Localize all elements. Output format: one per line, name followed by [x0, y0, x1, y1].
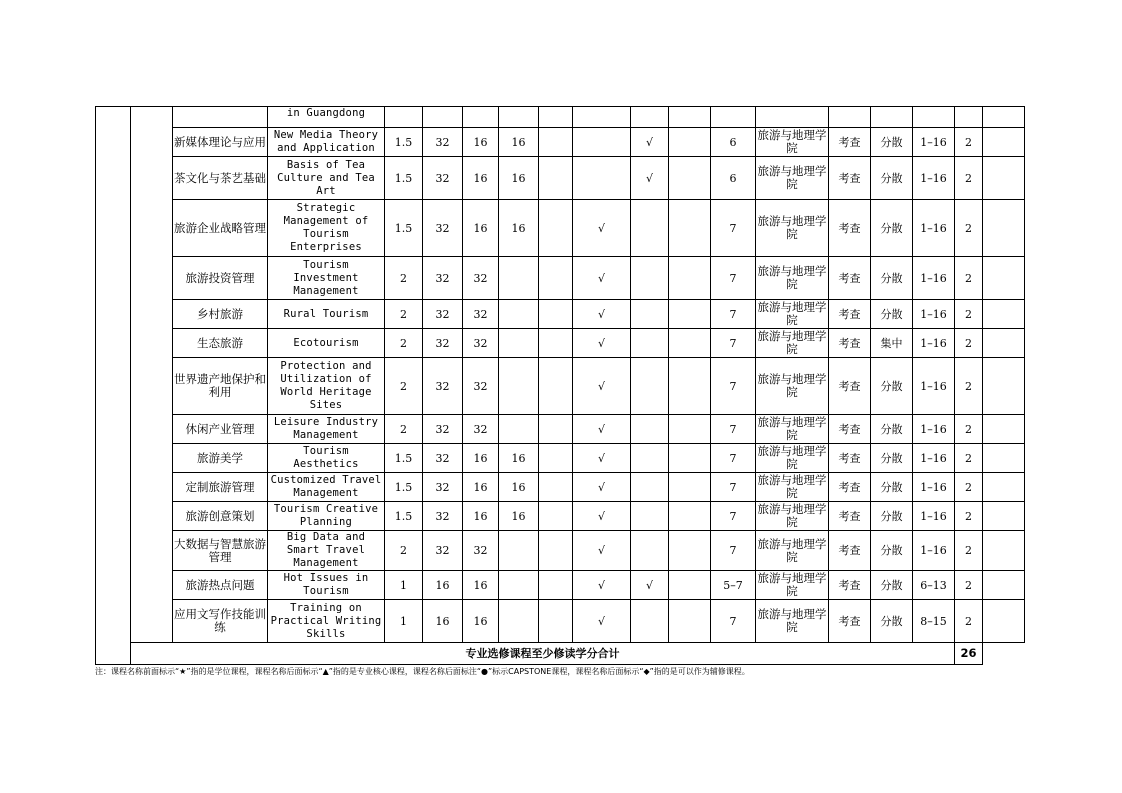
cell-m2: [631, 257, 669, 300]
cell-assess: 考查: [829, 329, 871, 358]
cell-mode: 分散: [871, 128, 913, 157]
category-cell: [131, 107, 173, 643]
cell-en: Protection and Utilization of World Heritage Sites: [268, 358, 385, 415]
cell-cn: 乡村旅游: [173, 300, 268, 329]
cell-cn: 定制旅游管理: [173, 473, 268, 502]
empty-cell: [539, 415, 573, 444]
cell-practice: 16: [499, 444, 539, 473]
cell-college: 旅游与地理学院: [757, 502, 827, 529]
cell-m2: [631, 502, 669, 531]
cell-assess: 考查: [829, 257, 871, 300]
cell-practice: 16: [499, 128, 539, 157]
empty-cell: [539, 600, 573, 643]
cell-lecture: [463, 107, 499, 128]
cell-hours: 32: [423, 128, 463, 157]
cell-m2: √: [631, 128, 669, 157]
cell-college: 旅游与地理学院: [757, 444, 827, 471]
cell-credit: 1: [385, 600, 423, 643]
empty-cell: [669, 300, 711, 329]
cell-credit: 2: [385, 358, 423, 415]
cell-m1: √: [573, 600, 631, 643]
empty-cell: [669, 358, 711, 415]
cell-mode: 分散: [871, 358, 913, 415]
cell-mode: 分散: [871, 157, 913, 200]
cell-credit: 1: [385, 571, 423, 600]
table-row: [96, 300, 1025, 329]
right-edge-cell: [983, 502, 1025, 531]
cell-lecture: 32: [463, 358, 499, 415]
right-edge-cell: [983, 107, 1025, 128]
cell-lecture: 16: [463, 571, 499, 600]
cell-cn: 茶文化与茶艺基础: [173, 157, 268, 200]
cell-m2: [631, 107, 669, 128]
cell-hours: [423, 107, 463, 128]
cell-en: Customized Travel Management: [268, 473, 385, 502]
table-row: [96, 415, 1025, 444]
cell-credit: 1.5: [385, 502, 423, 531]
cell-mode: 集中: [871, 329, 913, 358]
empty-cell: [539, 300, 573, 329]
empty-cell: [539, 502, 573, 531]
cell-college: 旅游与地理学院: [756, 257, 829, 300]
cell-weeks: 8–15: [913, 600, 955, 643]
cell-college: 旅游与地理学院: [756, 600, 829, 643]
table-row: [96, 531, 1025, 571]
cell-credit: 1.5: [385, 444, 423, 473]
cell-assess: 考查: [829, 358, 871, 415]
cell-m2: [631, 600, 669, 643]
cell-m2: [631, 329, 669, 358]
cell-cn: 旅游热点问题: [173, 571, 268, 600]
cell-cn: 应用文写作技能训练: [173, 600, 268, 643]
cell-en: Tourism Investment Management: [268, 257, 385, 300]
cell-semester: 7: [711, 531, 756, 571]
cell-lecture: 16: [463, 200, 499, 257]
cell-wph: 2: [955, 502, 983, 531]
cell-m1: [573, 107, 631, 128]
cell-mode: 分散: [871, 502, 913, 531]
table-row: [96, 502, 1025, 531]
cell-wph: 2: [955, 257, 983, 300]
cell-lecture: 32: [463, 531, 499, 571]
cell-wph: 2: [955, 415, 983, 444]
empty-cell: [539, 200, 573, 257]
course-table: [95, 106, 1025, 665]
cell-weeks: 1–16: [913, 200, 955, 257]
cell-college: 旅游与地理学院: [756, 157, 829, 200]
cell-credit: 1.5: [385, 157, 423, 200]
footnote: 注：课程名称前面标示“★”指的是学位课程，课程名称后面标示“▲”指的是专业核心课程，课程名称后面标注“●”标示CAPSTONE课程，课程名称后面标示“◆”指的是可以作为辅修课程。: [95, 667, 750, 676]
cell-wph: 2: [955, 329, 983, 358]
cell-en: Rural Tourism: [268, 300, 385, 329]
table-row: [96, 600, 1025, 643]
cell-hours: 32: [423, 329, 463, 358]
right-edge-cell: [983, 571, 1025, 600]
empty-cell: [539, 257, 573, 300]
left-group-cell: [96, 107, 131, 665]
cell-assess: 考查: [829, 444, 871, 473]
cell-weeks: 1–16: [913, 128, 955, 157]
cell-en: Tourism Creative Planning: [268, 502, 385, 531]
cell-en: Leisure Industry Management: [268, 415, 385, 444]
empty-cell: [539, 358, 573, 415]
cell-m2: [631, 531, 669, 571]
cell-semester: 5–7: [711, 571, 756, 600]
cell-mode: 分散: [871, 415, 913, 444]
cell-assess: 考查: [829, 571, 871, 600]
cell-m2: [631, 300, 669, 329]
cell-practice: [499, 107, 539, 128]
cell-wph: 2: [955, 358, 983, 415]
cell-m1: √: [573, 531, 631, 571]
cell-mode: 分散: [871, 257, 913, 300]
cell-semester: 7: [711, 257, 756, 300]
cell-college: 旅游与地理学院: [756, 531, 829, 571]
cell-college: 旅游与地理学院: [757, 415, 827, 442]
cell-m1: √: [573, 444, 631, 473]
cell-college: 旅游与地理学院: [757, 329, 827, 356]
right-edge-cell: [983, 473, 1025, 502]
cell-practice: [499, 300, 539, 329]
cell-wph: 2: [955, 531, 983, 571]
course-table-body: [96, 107, 1025, 665]
cell-lecture: 16: [463, 444, 499, 473]
cell-practice: [499, 571, 539, 600]
cell-en: Basis of Tea Culture and Tea Art: [268, 157, 385, 200]
cell-cn: 旅游创意策划: [173, 502, 268, 531]
cell-credit: 1.5: [385, 200, 423, 257]
cell-weeks: [913, 107, 955, 128]
cell-m1: √: [573, 571, 631, 600]
cell-assess: [829, 107, 871, 128]
cell-wph: 2: [955, 300, 983, 329]
cell-lecture: 16: [463, 128, 499, 157]
cell-practice: [499, 257, 539, 300]
cell-wph: 2: [955, 600, 983, 643]
cell-weeks: 1–16: [913, 358, 955, 415]
table-row: [96, 358, 1025, 415]
table-row: [96, 473, 1025, 502]
cell-semester: [711, 107, 756, 128]
cell-semester: 6: [711, 128, 756, 157]
empty-cell: [669, 502, 711, 531]
cell-mode: 分散: [871, 600, 913, 643]
cell-credit: 2: [385, 415, 423, 444]
right-edge-cell: [983, 300, 1025, 329]
cell-m1: √: [573, 473, 631, 502]
cell-m2: [631, 473, 669, 502]
cell-cn: 旅游美学: [173, 444, 268, 473]
cell-assess: 考查: [829, 128, 871, 157]
cell-weeks: 1–16: [913, 473, 955, 502]
table-row: [96, 444, 1025, 473]
cell-weeks: 1–16: [913, 444, 955, 473]
cell-practice: 16: [499, 473, 539, 502]
cell-semester: 7: [711, 300, 756, 329]
cell-lecture: 32: [463, 257, 499, 300]
cell-credit: 2: [385, 300, 423, 329]
cell-hours: 32: [423, 531, 463, 571]
cell-practice: [499, 358, 539, 415]
cell-assess: 考查: [829, 300, 871, 329]
empty-cell: [669, 473, 711, 502]
empty-cell: [539, 531, 573, 571]
right-edge-cell: [983, 128, 1025, 157]
cell-m1: [573, 128, 631, 157]
cell-hours: 16: [423, 571, 463, 600]
cell-m1: √: [573, 415, 631, 444]
cell-practice: 16: [499, 502, 539, 531]
empty-cell: [539, 444, 573, 473]
cell-weeks: 1–16: [913, 257, 955, 300]
cell-hours: 32: [423, 502, 463, 531]
cell-en: Training on Practical Writing Skills: [268, 600, 385, 643]
table-row: [96, 157, 1025, 200]
cell-semester: 7: [711, 444, 756, 473]
cell-weeks: 1–16: [913, 329, 955, 358]
cell-lecture: 16: [463, 473, 499, 502]
cell-college: 旅游与地理学院: [757, 571, 827, 598]
cell-hours: 32: [423, 200, 463, 257]
cell-college: 旅游与地理学院: [757, 300, 827, 327]
cell-weeks: 1–16: [913, 531, 955, 571]
cell-mode: 分散: [871, 200, 913, 257]
empty-cell: [669, 571, 711, 600]
cell-weeks: 6–13: [913, 571, 955, 600]
cell-m2: [631, 444, 669, 473]
right-edge-cell: [983, 415, 1025, 444]
cell-en: in Guangdong: [268, 107, 385, 128]
empty-cell: [539, 571, 573, 600]
cell-lecture: 16: [463, 157, 499, 200]
empty-cell: [669, 107, 711, 128]
cell-credit: 2: [385, 257, 423, 300]
cell-credit: [385, 107, 423, 128]
cell-practice: [499, 415, 539, 444]
cell-m1: √: [573, 300, 631, 329]
cell-assess: 考查: [829, 415, 871, 444]
cell-mode: [871, 107, 913, 128]
cell-m2: √: [631, 571, 669, 600]
cell-weeks: 1–16: [913, 300, 955, 329]
cell-en: Big Data and Smart Travel Management: [268, 531, 385, 571]
cell-lecture: 32: [463, 415, 499, 444]
cell-wph: [955, 107, 983, 128]
empty-cell: [669, 600, 711, 643]
empty-cell: [669, 257, 711, 300]
cell-practice: [499, 531, 539, 571]
empty-cell: [669, 444, 711, 473]
cell-assess: 考查: [829, 600, 871, 643]
right-edge-cell: [983, 329, 1025, 358]
cell-practice: 16: [499, 157, 539, 200]
cell-en: Tourism Aesthetics: [268, 444, 385, 473]
cell-mode: 分散: [871, 531, 913, 571]
cell-m1: √: [573, 200, 631, 257]
cell-practice: [499, 600, 539, 643]
cell-college: 旅游与地理学院: [757, 128, 827, 155]
cell-college: [756, 107, 829, 128]
cell-en: New Media Theory and Application: [268, 128, 385, 157]
cell-en: Strategic Management of Tourism Enterprises: [268, 200, 385, 257]
cell-college: 旅游与地理学院: [757, 473, 827, 500]
summary-row: [96, 643, 1025, 665]
cell-cn: 旅游投资管理: [173, 257, 268, 300]
cell-semester: 7: [711, 502, 756, 531]
cell-m1: √: [573, 257, 631, 300]
cell-lecture: 16: [463, 502, 499, 531]
cell-cn: 旅游企业战略管理: [173, 200, 268, 257]
cell-lecture: 32: [463, 300, 499, 329]
cell-hours: 32: [423, 444, 463, 473]
cell-mode: 分散: [871, 300, 913, 329]
cell-cn: 大数据与智慧旅游管理: [173, 531, 268, 571]
cell-m2: [631, 415, 669, 444]
cell-college: 旅游与地理学院: [756, 200, 829, 257]
summary-label: 专业选修课程至少修读学分合计: [131, 643, 955, 665]
cell-cn: 生态旅游: [173, 329, 268, 358]
right-edge-cell: [983, 200, 1025, 257]
cell-credit: 2: [385, 329, 423, 358]
cell-assess: 考查: [829, 473, 871, 502]
right-edge-cell: [983, 531, 1025, 571]
empty-cell: [539, 128, 573, 157]
cell-lecture: 32: [463, 329, 499, 358]
cell-semester: 7: [711, 329, 756, 358]
cell-hours: 32: [423, 473, 463, 502]
empty-cell: [669, 200, 711, 257]
cell-semester: 6: [711, 157, 756, 200]
empty-cell: [539, 473, 573, 502]
cell-credit: 1.5: [385, 128, 423, 157]
cell-m1: √: [573, 502, 631, 531]
right-edge-cell: [983, 257, 1025, 300]
cell-m1: [573, 157, 631, 200]
cell-weeks: 1–16: [913, 157, 955, 200]
cell-semester: 7: [711, 473, 756, 502]
empty-cell: [669, 329, 711, 358]
table-row: [96, 200, 1025, 257]
cell-m2: [631, 200, 669, 257]
cell-hours: 32: [423, 257, 463, 300]
cell-hours: 32: [423, 300, 463, 329]
cell-en: Hot Issues in Tourism: [268, 571, 385, 600]
cell-mode: 分散: [871, 571, 913, 600]
cell-wph: 2: [955, 200, 983, 257]
cell-wph: 2: [955, 473, 983, 502]
cell-m1: √: [573, 358, 631, 415]
cell-cn: 世界遗产地保护和利用: [173, 358, 268, 415]
table-row: [96, 128, 1025, 157]
cell-assess: 考查: [829, 157, 871, 200]
cell-credit: 2: [385, 531, 423, 571]
empty-cell: [539, 107, 573, 128]
cell-wph: 2: [955, 571, 983, 600]
cell-cn: 休闲产业管理: [173, 415, 268, 444]
cell-mode: 分散: [871, 444, 913, 473]
cell-cn: [173, 107, 268, 128]
cell-m2: √: [631, 157, 669, 200]
cell-college: 旅游与地理学院: [756, 358, 829, 415]
right-edge-cell: [983, 157, 1025, 200]
table-row: [96, 329, 1025, 358]
cell-weeks: 1–16: [913, 415, 955, 444]
cell-hours: 32: [423, 415, 463, 444]
cell-credit: 1.5: [385, 473, 423, 502]
cell-hours: 16: [423, 600, 463, 643]
cell-assess: 考查: [829, 200, 871, 257]
cell-en: Ecotourism: [268, 329, 385, 358]
cell-practice: [499, 329, 539, 358]
cell-weeks: 1–16: [913, 502, 955, 531]
table-row: [96, 571, 1025, 600]
empty-cell: [669, 415, 711, 444]
cell-semester: 7: [711, 200, 756, 257]
right-edge-cell: [983, 358, 1025, 415]
cell-m1: √: [573, 329, 631, 358]
table-row: [96, 107, 1025, 128]
cell-mode: 分散: [871, 473, 913, 502]
empty-cell: [669, 531, 711, 571]
cell-semester: 7: [711, 415, 756, 444]
empty-cell: [669, 157, 711, 200]
empty-cell: [539, 157, 573, 200]
cell-lecture: 16: [463, 600, 499, 643]
cell-cn: 新媒体理论与应用: [173, 128, 268, 157]
table-row: [96, 257, 1025, 300]
cell-assess: 考查: [829, 531, 871, 571]
right-edge-cell: [983, 600, 1025, 643]
cell-wph: 2: [955, 444, 983, 473]
cell-semester: 7: [711, 358, 756, 415]
empty-cell: [539, 329, 573, 358]
cell-practice: 16: [499, 200, 539, 257]
empty-cell: [669, 128, 711, 157]
cell-assess: 考查: [829, 502, 871, 531]
cell-m2: [631, 358, 669, 415]
right-edge-cell: [983, 444, 1025, 473]
cell-hours: 32: [423, 157, 463, 200]
cell-wph: 2: [955, 157, 983, 200]
cell-semester: 7: [711, 600, 756, 643]
summary-value: 26: [955, 643, 983, 665]
cell-hours: 32: [423, 358, 463, 415]
cell-wph: 2: [955, 128, 983, 157]
